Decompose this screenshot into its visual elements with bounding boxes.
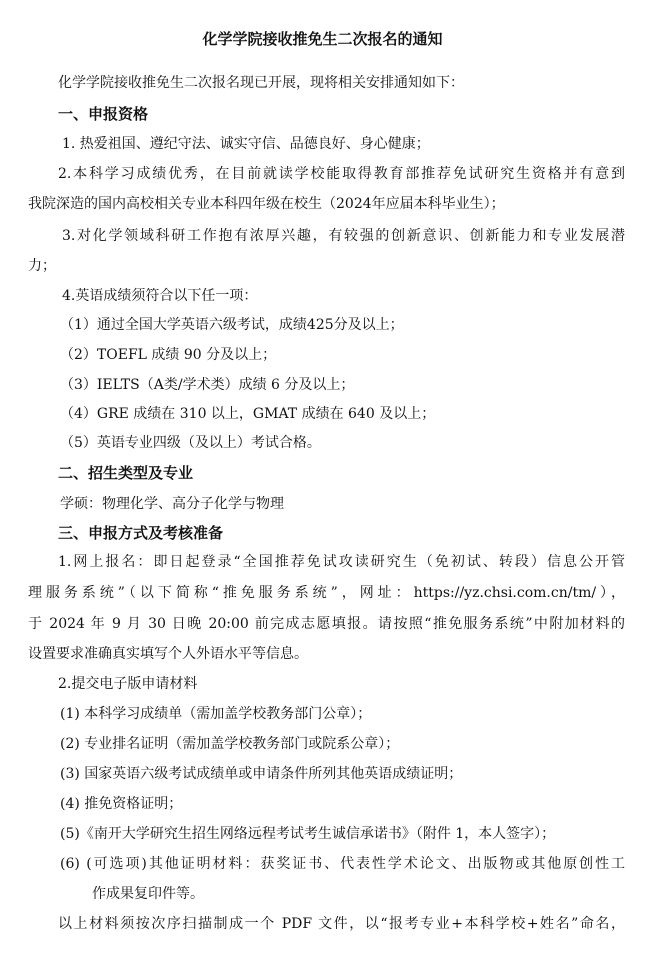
section-heading-programs: 二、招生类型及专业 <box>58 464 194 482</box>
application-step-1-line-3: 于 2024 年 9 月 30 日晚 20:00 前完成志愿填报。请按照“推免服务系统”中附加材料的 <box>28 616 625 632</box>
material-item-4: (4) 推免资格证明； <box>60 796 183 812</box>
english-requirement-2: （2）TOEFL 成绩 90 分及以上； <box>60 347 277 363</box>
material-item-6-line-1: (6) (可选项)其他证明材料：获奖证书、代表性学术论文、出版物或其他原创性工 <box>60 856 625 872</box>
eligibility-item-2-line-1: 2.本科学习成绩优秀，在目前就读学校能取得教育部推荐免试研究生资格并有意到 <box>58 166 625 182</box>
materials-naming-instruction: 以上材料须按次序扫描制成一个 PDF 文件，以“报考专业+本科学校+姓名”命名， <box>58 916 625 932</box>
english-requirement-5: （5）英语专业四级（及以上）考试合格。 <box>60 435 321 451</box>
material-item-6-line-2: 作成果复印件等。 <box>92 886 204 902</box>
programs-text: 学硕：物理化学、高分子化学与物理 <box>60 496 284 512</box>
material-item-1: (1) 本科学习成绩单（需加盖学校教务部门公章）； <box>60 706 372 722</box>
intro-paragraph: 化学学院接收推免生二次报名现已开展，现将相关安排通知如下： <box>58 75 464 91</box>
eligibility-item-1: 1. 热爱祖国、遵纪守法、诚实守信、品德良好、身心健康； <box>62 136 430 152</box>
document-title: 化学学院接收推免生二次报名的通知 <box>202 30 443 48</box>
english-requirement-4: （4）GRE 成绩在 310 以上，GMAT 成绩在 640 及以上； <box>60 406 436 422</box>
material-item-5: (5)《南开大学研究生招生网络远程考试考生诚信承诺书》（附件 1，本人签字）； <box>60 826 556 842</box>
section-heading-application: 三、申报方式及考核准备 <box>58 524 224 542</box>
eligibility-item-3-line-1: 3.对化学领域科研工作抱有浓厚兴趣，有较强的创新意识、创新能力和专业发展潜 <box>62 228 625 244</box>
application-step-1-line-4: 设置要求准确真实填写个人外语水平等信息。 <box>28 646 308 662</box>
material-item-2: (2) 专业排名证明（需加盖学校教务部门或院系公章）； <box>60 736 400 752</box>
material-item-3: (3) 国家英语六级考试成绩单或申请条件所列其他英语成绩证明； <box>60 766 463 782</box>
eligibility-item-3-line-2: 力； <box>28 258 56 274</box>
english-requirement-3: （3）IELTS（A类/学术类）成绩 6 分及以上； <box>60 377 355 393</box>
english-requirement-1: （1）通过全国大学英语六级考试，成绩425分及以上； <box>60 317 404 333</box>
eligibility-item-4: 4.英语成绩须符合以下任一项： <box>62 288 258 304</box>
application-step-1-line-1: 1.网上报名：即日起登录“全国推荐免试攻读研究生（免初试、转段）信息公开管 <box>58 554 625 570</box>
eligibility-item-2-line-2: 我院深造的国内高校相关专业本科四年级在校生（2024年应届本科毕业生）； <box>28 196 505 212</box>
section-heading-eligibility: 一、申报资格 <box>58 105 149 123</box>
application-step-2: 2.提交电子版申请材料 <box>58 676 198 692</box>
application-step-1-line-2: 理服务系统”（以下简称“推免服务系统”，网址：https://yz.chsi.com.cn/tm/）， <box>28 585 625 601</box>
